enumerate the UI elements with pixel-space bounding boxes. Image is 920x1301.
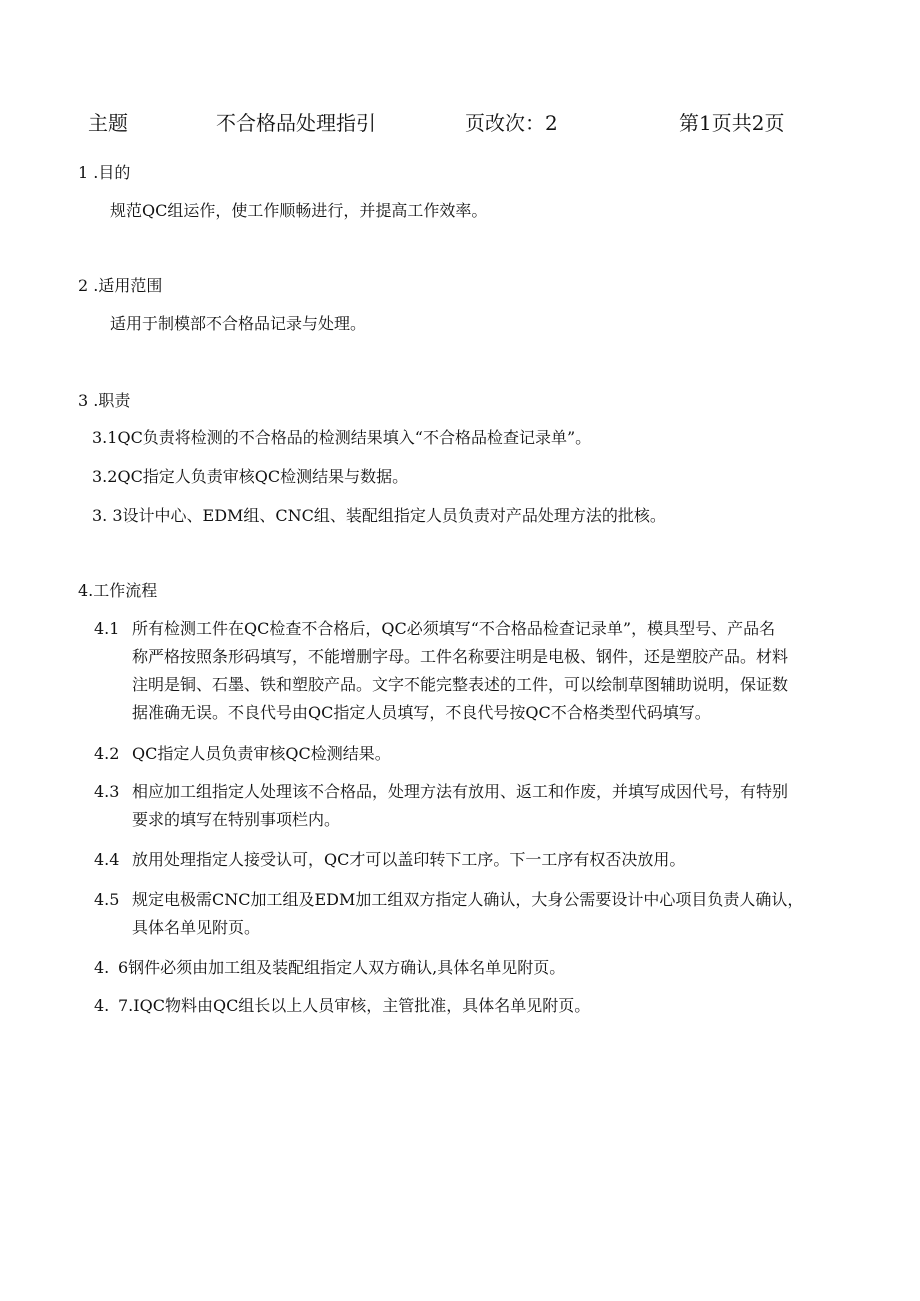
item-line: 所有检测工件在QC检查不合格后，QC必须填写“不合格品检查记录单”，模具型号、产品名	[132, 619, 776, 638]
item-text	[132, 778, 788, 834]
item-text	[132, 886, 803, 942]
document-title: 不合格品处理指引	[216, 111, 376, 135]
section-4-title: 4.工作流程	[78, 581, 158, 600]
item-number: 4.3	[94, 782, 120, 801]
section-2-text: 适用于制模部不合格品记录与处理。	[110, 314, 367, 333]
item-line: 称严格按照条形码填写，不能增删字母。工件名称要注明是电极、钢件，还是塑胶产品。材料	[132, 647, 789, 666]
item-line: 具体名单见附页。	[132, 918, 261, 937]
section-4-item-3	[94, 778, 904, 834]
section-2-title: 2 .适用范围	[78, 276, 163, 295]
section-1-text: 规范QC组运作，使工作顺畅进行，并提高工作效率。	[110, 201, 488, 220]
item-line: 相应加工组指定人处理该不合格品，处理方法有放用、返工和作废，并填写成因代号，有特别	[132, 782, 789, 801]
section-4-item-7	[94, 992, 904, 1020]
section-4-item-1	[94, 615, 904, 727]
item-text	[132, 615, 788, 727]
item-number: 4.5	[94, 890, 120, 909]
item-line: 注明是铜、石墨、铁和塑胶产品。文字不能完整表述的工件，可以绘制草图辅助说明，保证数	[132, 675, 789, 694]
item-line: 放用处理指定人接受认可，QC才可以盖印转下工序。下一工序有权否决放用。	[132, 850, 686, 869]
revision-info: 页改次：2	[465, 111, 558, 135]
item-text	[132, 846, 685, 874]
item-number: 4.	[94, 958, 110, 977]
item-line: 6钢件必须由加工组及装配组指定人双方确认,具体名单见附页。	[118, 958, 566, 977]
item-line: 7.IQC物料由QC组长以上人员审核，主管批准，具体名单见附页。	[118, 996, 591, 1015]
item-line: QC指定人员负责审核QC检测结果。	[132, 744, 391, 763]
section-1-title: 1 .目的	[78, 163, 131, 182]
section-3-item-2: 3.2QC指定人负责审核QC检测结果与数据。	[92, 467, 409, 486]
item-line: 据准确无误。不良代号由QC指定人员填写，不良代号按QC不合格类型代码填写。	[132, 703, 711, 722]
section-4-item-4	[94, 846, 904, 874]
section-3-item-1: 3.1QC负责将检测的不合格品的检测结果填入“不合格品检查记录单”。	[92, 428, 592, 447]
item-number: 4.1	[94, 619, 120, 638]
item-text	[118, 992, 590, 1020]
section-4-item-5	[94, 886, 909, 942]
item-number: 4.	[94, 996, 110, 1015]
item-line: 要求的填写在特别事项栏内。	[132, 810, 341, 829]
item-number: 4.4	[94, 850, 120, 869]
section-3-item-3: 3. 3设计中心、EDM组、CNC组、装配组指定人员负责对产品处理方法的批核。	[92, 506, 666, 525]
section-4-item-6	[94, 954, 904, 982]
subject-label: 主题	[88, 111, 128, 135]
page-info: 第1页共2页	[679, 111, 785, 135]
document-header	[0, 108, 920, 138]
section-4-item-2	[94, 740, 904, 768]
item-text	[118, 954, 565, 982]
section-3-title: 3 .职责	[78, 391, 131, 410]
item-number: 4.2	[94, 744, 120, 763]
item-line: 规定电极需CNC加工组及EDM加工组双方指定人确认，大身公需要设计中心项目负责人确认，	[132, 890, 804, 909]
item-text	[132, 740, 391, 768]
